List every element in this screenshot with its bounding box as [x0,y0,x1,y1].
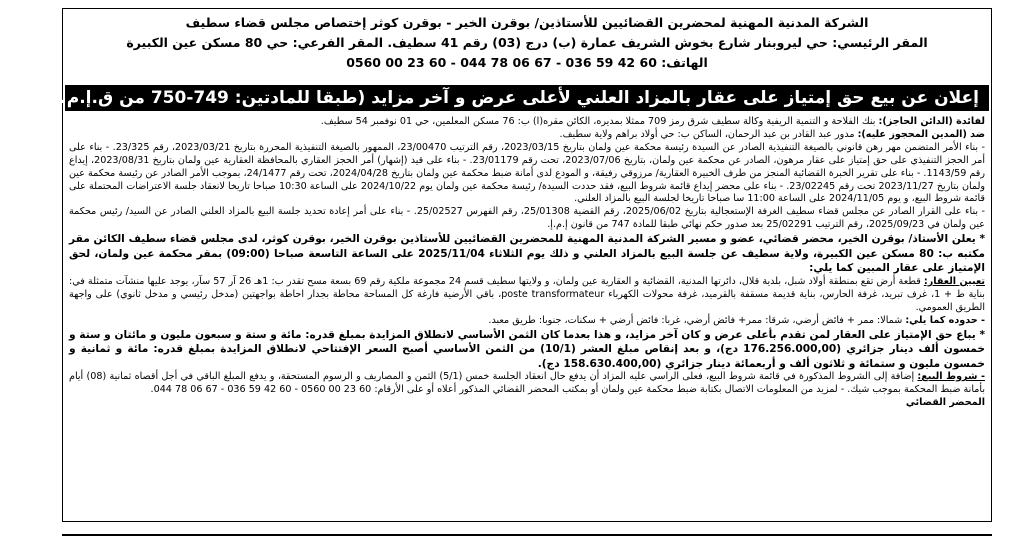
creditor-label: لفائدة (الدائن الحاجز): [878,116,985,127]
property-paragraph [69,276,985,315]
property-label: تعيين العقار: [923,275,985,287]
company-name: الشركة المدنية المهنية لمحضرين القضائيين للأستاذين/ بوقرن الخير - بوقرن كوثر إختصاص مجلس قضاء سطيف [185,15,869,30]
appeal-paragraph: - بناء على القرار الصادر عن مجلس قضاء سطيف الغرفة الإستعجالية بتاريخ 2025/06/02، رقم القضية 25/01308، رقم الفهرس 25/02527. - بناء على أمر إعادة تحديد جلسة البيع بالمزاد العلني الصادر عن السيد/ رئيس محكمة عين ولمان في 2025/09/23، رقم الترتيب 25/02291 بعد صدور حكم نهائي طبقا للمادة 747 من قانون إ.م.إ. [69,206,985,231]
bounds-label: - حدوده كما يلي: [905,314,985,326]
bottom-divider [62,534,992,536]
notice-body [63,111,991,410]
signature: المحضر القضائي [905,397,985,409]
debtor-paragraph [69,129,985,142]
notice-title-banner: إعلان عن بيع حق إمتياز على عقار بالمزاد العلني لأعلى عرض و آخر مزايد (طبقا للمادتين: 749-750 من ق.إ.م.إ) [65,85,989,111]
announcement-paragraph: * يعلن الأستاذ/ بوقرن الخير، محضر قضائي، عضو و مسير الشركة المدنية المهنية للمحضرين القضائيين للأستاذين بوقرن الخير، بوقرن كوثر، لدى مجلس قضاء سطيف الكائن مقر مكتبه ب: 80 مسكن عين الكبيرة، ولاية سطيف عن جلسة البيع بالمزاد العلني و ذلك يوم الثلاثاء 2025/11/04 على الساعة التاسعة صباحا (09:00) بمقر محكمة عين ولمان، لحق الإمتياز على عقار المبين كما يلي: [69,233,985,275]
bounds-paragraph [69,315,985,328]
conditions-label: - شروط البيع: [917,371,985,383]
price-paragraph: * يباع حق الإمتياز على العقار لمن تقدم بأعلى عرض و كان آخر مزايد، و هذا بعدما كان الثمن الأساسي لانطلاق المزايدة بمبلغ قدره: مائة و ستة و سبعون مليون و مائتان و ستة و خمسون ألف دينار جزائري (176.256.000,00 دج)، و بعد إنقاص مبلغ العشر (10/1) من الثمن الأساسي أصبح السعر الإفتتاحي لانطلاق المزايدة بمبلغ قدره: مائة و ثمانية و خمسون مليون و ستمائة و ثلاثون ألف و أربعمائة دينار جزائري (158.630.400,00 دج). [69,328,986,370]
conditions-text: إضافة إلى الشروط المذكورة في قائمة شروط البيع، فعلى الراسي عليه المزاد أن يدفع حال انعقاد الجلسة خمس (5/1) الثمن و المصاريف و الرسوم المستحقة، و يدفع المبلغ الباقي في أجل أقصاه ثمانية (08) أيام بأمانة ضبط المحكمة بموجب شيك. - لمزيد من المعلومات الاتصال بكتابة ضبط محكمة عين ولمان أو بمكتب المحضر القضائي المذكور أعلاه أو على الأرقام: 60 23 00 0560 - 60 42 59 036 - 67 06 78 044. [69,371,985,396]
debtor-label: ضد (المدين المحجوز عليه): [857,128,985,140]
creditor-text: بنك الفلاحة و التنمية الريفية وكالة سطيف شرق رمز 709 ممثلا بمديره، الكائن مقره(ا) ب: 76 مسكن المعلمين، حي 01 نوفمبر 54 سطيف. [320,116,876,127]
debtor-text: مدور عبد القادر بن عبد الرحمان، الساكن ب: حي أولاد براهم ولاية سطيف. [559,128,855,140]
company-address: المقر الرئيسي: حي ليروبنار شارع بخوش الشريف عمارة (ب) درج (03) رقم 41 سطيف. المقر الفرعي: حي 80 مسكن عين الكبيرة [126,35,928,50]
bounds-text: شمالا: ممر + فائض أرضي، شرقا: ممر+ فائض أرضي، غربا: فائض أرضي + سكنات، جنوبا: طريق معبد. [488,314,903,326]
property-description: قطعة أرض تقع بمنطقة أولاد شبل، بلدية قلال، دائرتها المدنية، القضائية و العقارية عين ولمان، و ولايتها سطيف قسم 24 مجموعة ملكية رقم 69 بسعة مسح تقدر ب: 1هـ 26 آر 57 سآر، يوجد عليها منشآت متمثلة في: بناية ط + 1، غرف تبريد، غرفة الحارس، بناية قديمة مسقفة بالقرميد، غرفة محولات الكهرباء poste transformateur، باقي الأرضية فارغة كل المساحة محاطة بجدار احاطة بواجهتين (مدخل رئيسي و مدخل ثانوي) على واجهة الطريق العمومي. [69,275,985,313]
notice-header [63,9,991,79]
conditions-paragraph [69,371,985,397]
legal-notice [46,8,992,522]
procedure-paragraph: - بناء الأمر المتضمن مهر رهن قانوني بالصيغة التنفيذية الصادر عن السيدة رئيسة محكمة عين ولمان بتاريخ 2023/03/15، رقم الترتيب 23/00470، الممهور بالصيغة التنفيذية المحررة بتاريخ 2023/03/21، رقم 23/325. - بناء على أمر الحجز التنفيذي على حق إمتياز على عقار مرهون، الصادر عن محكمة عين ولمان، بتاريخ 2023/07/06، تحت رقم 23/01179. - بناء على قيد (إشهار) أمر الحجز العقاري بالمحافظة العقارية عين ولمان بتاريخ 2023/08/31، إيداع رقم 1143/59. - بناء على تقرير الخبرة القضائية المنجز من طرف الخبيرة العقارية/ مرزوقي رفيقة، و المودع لدى أمانة ضبط محكمة عين ولمان بتاريخ 2024/04/28، تحت رقم 24/1477، بموجب الأمر الصادر عن رئيسة محكمة عين ولمان بتاريخ 2023/11/27 تحت رقم 23/02245. - بناء على محضر إيداع قائمة شروط البيع، فقد حددت السيدة/ رئيسة محكمة عين ولمان يوم 2024/10/22 على الساعة 10:30 صباحا تاريخا لانعقاد جلسة الاعتراضات المحتملة على قائمة شروط البيع، و يوم 2024/11/05 على الساعة 11:00 سا صباحا تاريخا لجلسة البيع بالمزاد العلني. [69,141,986,205]
company-phones: الهاتف: 60 42 59 036 - 67 06 78 044 - 60 23 00 0560 [346,55,708,70]
creditor-paragraph [69,116,985,129]
